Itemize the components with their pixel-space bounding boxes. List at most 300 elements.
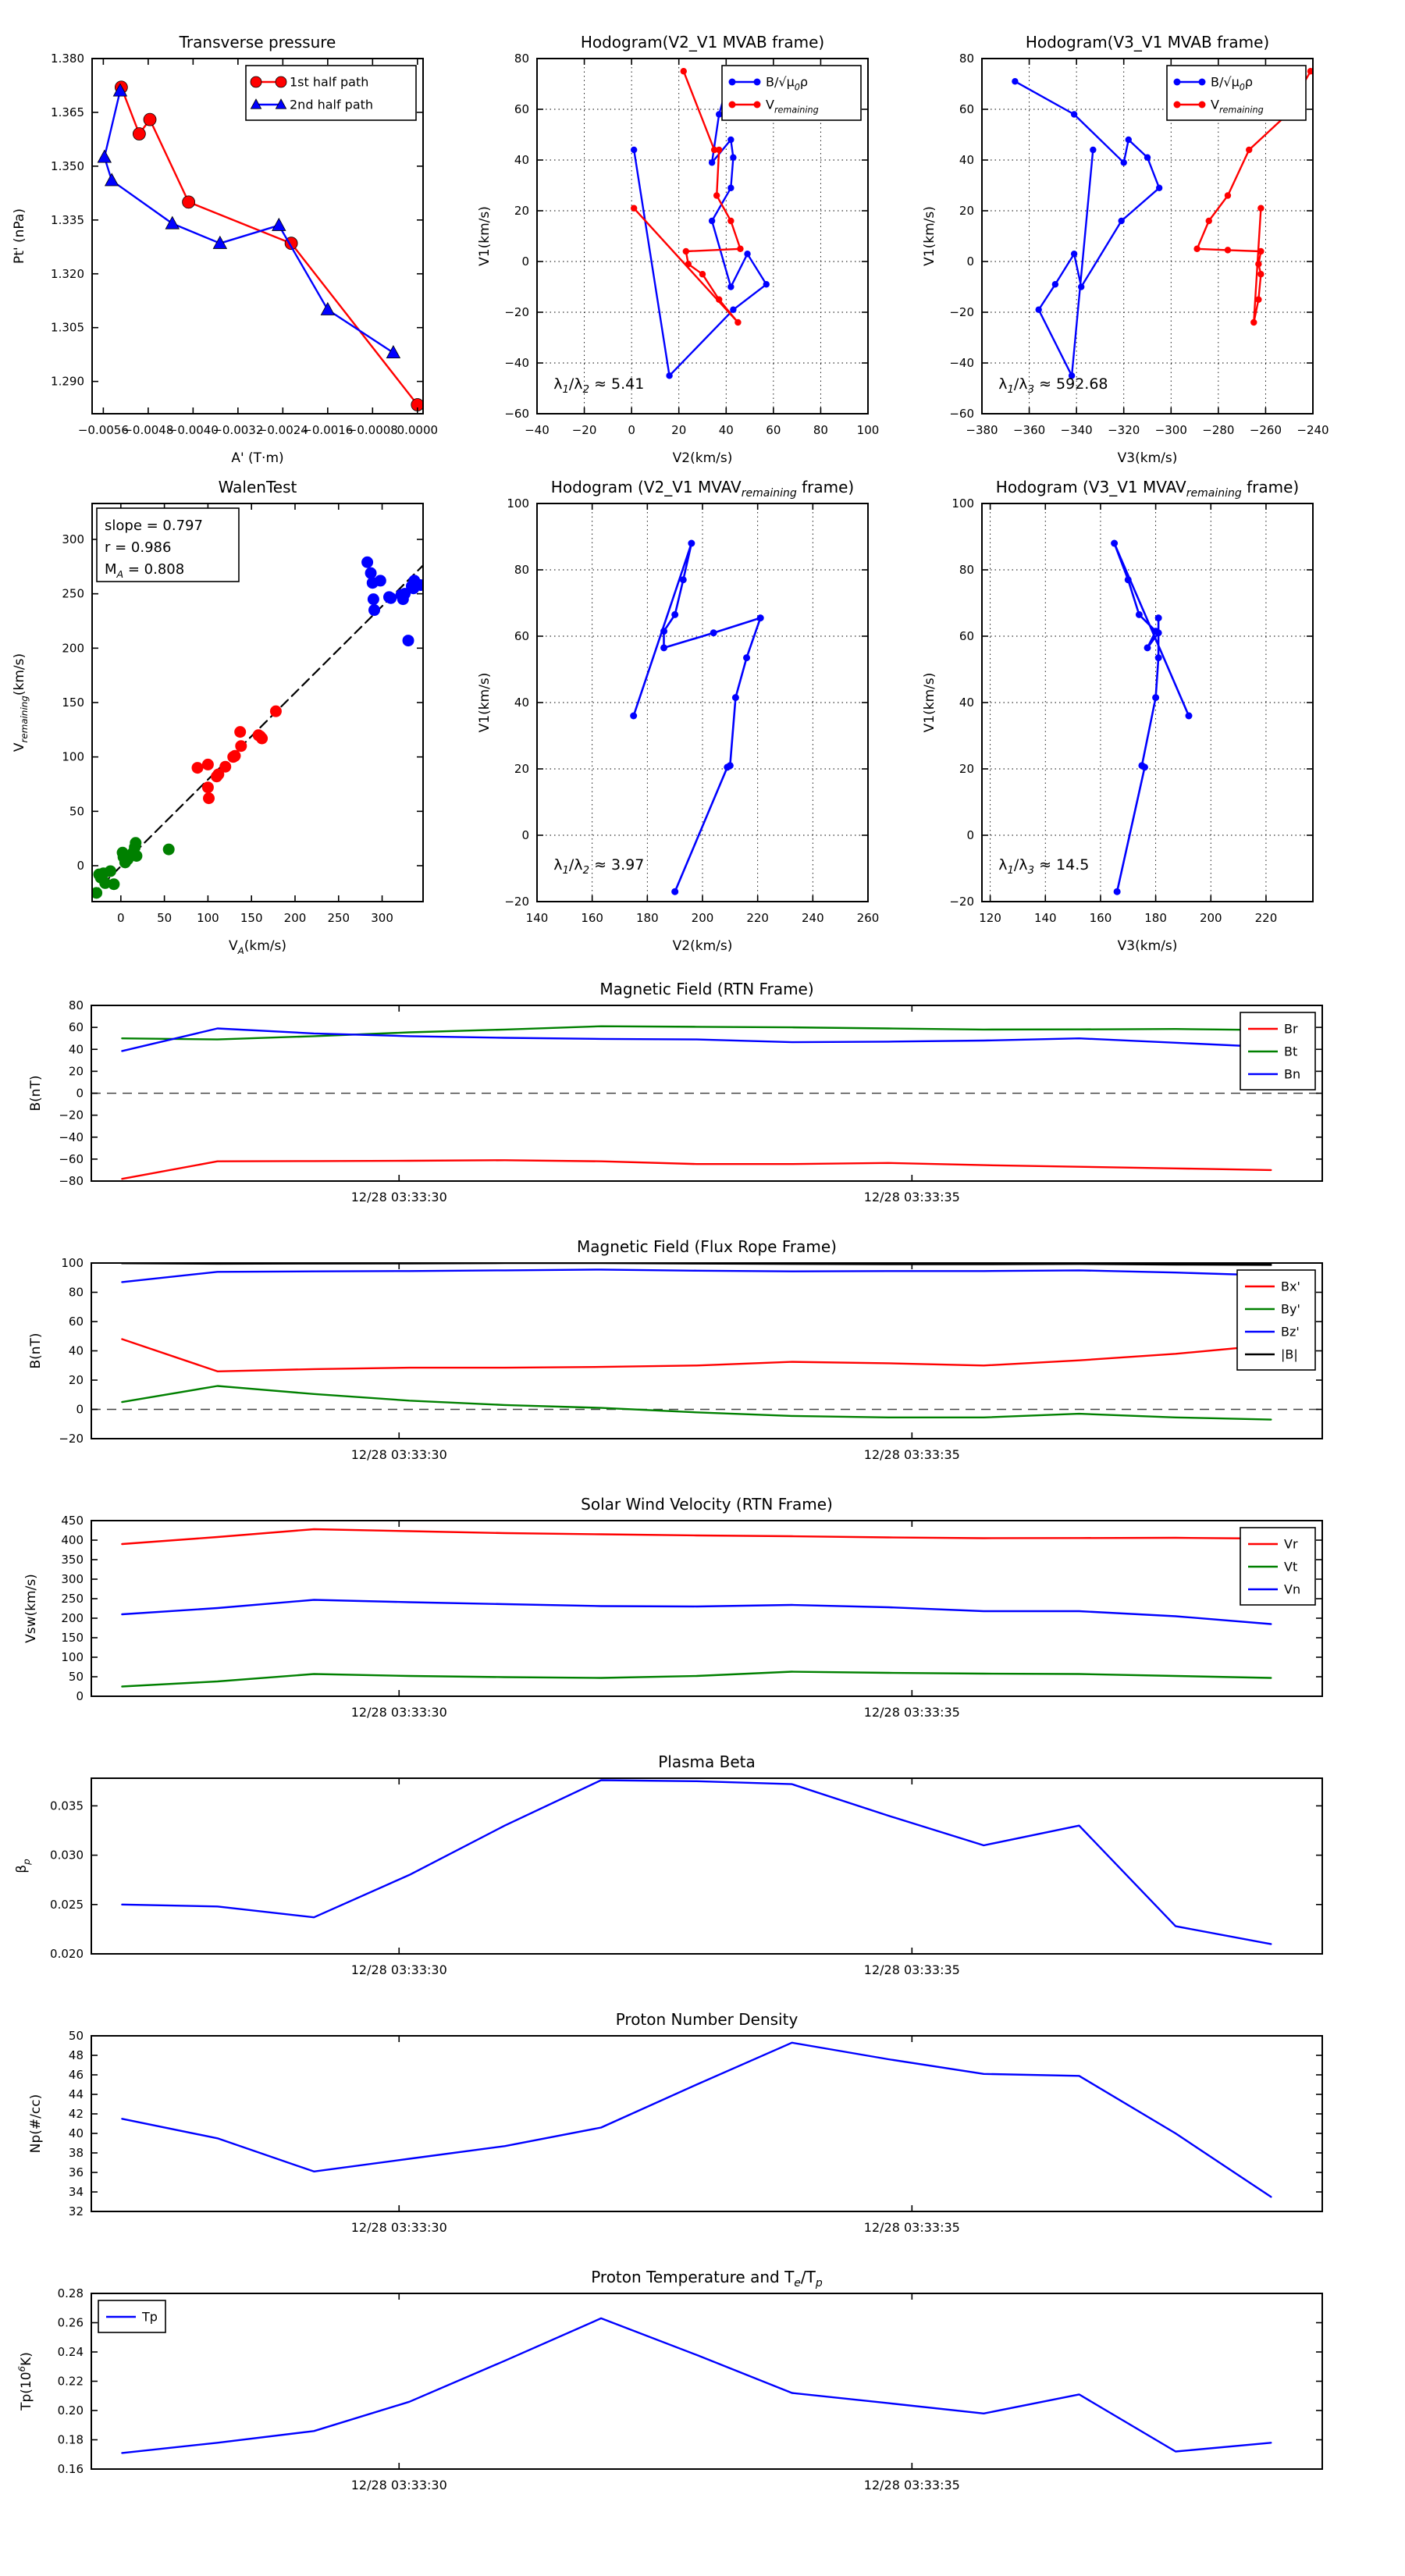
x-tick-label: 140	[1033, 911, 1057, 925]
dot-marker	[1199, 79, 1206, 86]
y-tick-label: 200	[62, 641, 84, 656]
dot-marker	[130, 837, 141, 849]
x-tick-label: 12/28 03:33:35	[863, 1447, 960, 1462]
y-tick-label: 100	[507, 496, 529, 511]
y-axis-label: Pt' (nPa)	[12, 208, 27, 264]
dot-marker	[1186, 713, 1193, 720]
x-tick-label: 180	[636, 911, 659, 925]
dot-marker	[1012, 78, 1018, 84]
legend-label: |B|	[1281, 1347, 1298, 1362]
y-tick-label: 0	[966, 254, 974, 269]
dot-marker	[713, 192, 720, 198]
y-tick-label: 80	[959, 52, 974, 66]
x-tick-label: −0.0008	[347, 423, 398, 437]
stats-line: slope = 0.797	[105, 518, 203, 534]
y-tick-label: 0	[76, 1402, 84, 1417]
dot-marker	[1121, 159, 1127, 165]
x-tick-label: 260	[856, 911, 880, 925]
series-B-hodogram	[1015, 81, 1159, 375]
y-tick-label: 40	[959, 153, 974, 167]
markers-blue-points	[361, 557, 426, 646]
dot-marker	[680, 576, 687, 583]
y-tick-label: 100	[61, 1650, 84, 1664]
x-tick-label: −0.0040	[167, 423, 219, 437]
dot-marker	[1141, 763, 1148, 770]
x-axis-label: V2(km/s)	[672, 450, 733, 466]
chart-title: Plasma Beta	[658, 1752, 756, 1771]
y-tick-label: 450	[61, 1514, 84, 1528]
x-tick-label: 200	[691, 911, 714, 925]
y-tick-label: 50	[68, 2029, 84, 2043]
y-tick-label: 0	[966, 828, 974, 842]
dot-marker	[108, 878, 119, 890]
chart-title: Magnetic Field (RTN Frame)	[599, 980, 814, 998]
dot-marker	[270, 706, 282, 717]
grid	[982, 503, 1313, 902]
x-tick-label: 20	[671, 423, 687, 437]
proton-temperature	[16, 2268, 1322, 2492]
x-axis-label: A' (T·m)	[231, 450, 284, 466]
dot-marker	[1155, 654, 1162, 661]
solar-wind-velocity	[23, 1495, 1322, 1720]
axes-frame	[537, 503, 868, 902]
dot-marker	[1118, 218, 1124, 224]
legend	[98, 2300, 165, 2332]
y-tick-label: 40	[68, 1042, 84, 1057]
y-tick-label: 60	[959, 102, 974, 116]
dot-marker	[1111, 540, 1118, 547]
chart-title: Hodogram (V2_V1 $MVAV_{remaining}$ frame)	[550, 478, 855, 500]
y-tick-label: 20	[514, 204, 529, 218]
dot-marker	[1225, 247, 1231, 253]
series-group	[122, 1263, 1271, 1420]
dot-marker	[1156, 185, 1162, 191]
dot-marker	[163, 844, 175, 856]
y-tick-label: 1.335	[51, 212, 84, 227]
series-Tp	[122, 2318, 1271, 2453]
dot-marker	[385, 592, 397, 604]
dot-marker	[1144, 644, 1151, 651]
series-group	[122, 1781, 1271, 1944]
y-axis-label: $V_{remaining}(km/s)$	[12, 653, 30, 753]
axes-frame	[91, 1778, 1322, 1954]
y-tick-label: −20	[59, 1108, 84, 1123]
x-tick-label: −0.0032	[212, 423, 264, 437]
y-tick-label: 1.290	[51, 374, 84, 389]
legend-label: Vr	[1284, 1536, 1298, 1552]
x-axis-label: $V_A(km/s)$	[228, 938, 287, 956]
dot-marker	[699, 271, 706, 277]
dot-marker	[763, 281, 770, 287]
dot-marker	[1257, 271, 1264, 277]
dot-marker	[716, 297, 722, 303]
x-tick-label: 12/28 03:33:30	[350, 2220, 447, 2235]
legend-label: Vn	[1284, 1582, 1301, 1597]
dot-marker	[754, 101, 761, 109]
dot-marker	[688, 540, 695, 547]
y-tick-label: 0	[521, 828, 529, 842]
legend-label: Bx'	[1281, 1279, 1300, 1294]
dot-marker	[1250, 319, 1257, 326]
series-B-hodogram	[634, 81, 767, 375]
series-group	[122, 2043, 1271, 2197]
dot-marker	[368, 604, 380, 616]
y-tick-label: 100	[62, 749, 84, 764]
legend-label: 1st half path	[290, 74, 369, 90]
triangle-marker	[272, 219, 286, 231]
y-tick-label: 0.26	[57, 2315, 84, 2330]
x-tick-label: 0	[117, 911, 125, 925]
dot-marker	[716, 111, 722, 117]
dot-marker	[710, 629, 717, 636]
chart-title: Hodogram (V3_V1 $MVAV_{remaining}$ frame)	[995, 478, 1300, 500]
y-tick-label: 50	[69, 804, 84, 819]
dot-marker	[631, 147, 637, 153]
dot-marker	[1071, 111, 1077, 117]
y-tick-label: 32	[68, 2204, 84, 2218]
series-Vr	[122, 1529, 1271, 1544]
annotation: $\lambda_1/\lambda_3 \approx 14.5$	[998, 856, 1090, 877]
dot-marker	[365, 568, 377, 579]
y-axis-label: V1(km/s)	[922, 206, 937, 266]
series-Vt	[122, 1672, 1271, 1687]
x-tick-label: 60	[766, 423, 781, 437]
y-axis-label: V1(km/s)	[477, 206, 493, 266]
dot-marker	[192, 762, 204, 774]
y-tick-label: 20	[959, 762, 974, 776]
dot-marker	[716, 147, 722, 153]
legend-label: $B/√\mu_0\rho$	[1211, 74, 1254, 93]
x-axis-label: V3(km/s)	[1117, 938, 1178, 954]
magnetic-field-rtn	[28, 980, 1322, 1204]
legend	[246, 66, 416, 120]
y-tick-label: 0.020	[50, 1947, 84, 1961]
x-tick-label: 80	[813, 423, 828, 437]
dot-marker	[202, 759, 214, 770]
dot-marker	[1257, 205, 1264, 212]
y-tick-label: 60	[514, 102, 529, 116]
y-tick-label: 0	[76, 1689, 84, 1703]
chart-title: Proton Temperature and $T_e/T_p$	[591, 2268, 823, 2290]
chart-title: Solar Wind Velocity (RTN Frame)	[581, 1495, 833, 1514]
series-By	[122, 1386, 1271, 1420]
proton-number-density	[28, 2010, 1322, 2235]
legend-label: Tp	[142, 2309, 158, 2325]
dot-marker	[671, 888, 678, 895]
circle-marker	[183, 196, 195, 208]
x-tick-label: 160	[581, 911, 603, 925]
y-tick-label: 1.320	[51, 266, 84, 281]
dot-marker	[414, 579, 426, 591]
y-tick-label: 400	[61, 1533, 84, 1547]
x-tick-label: 120	[979, 911, 1001, 925]
series-1st-half-path	[121, 87, 417, 405]
hodogram-v2v1-mvab	[477, 33, 879, 466]
legend-label: $V_{remaining}$	[1211, 97, 1264, 116]
dot-marker	[743, 654, 750, 661]
x-tick-label: 160	[1089, 911, 1112, 925]
y-tick-label: 48	[68, 2048, 84, 2062]
y-tick-label: 80	[959, 563, 974, 577]
ticks	[91, 1521, 1322, 1696]
dot-marker	[1155, 614, 1162, 621]
x-tick-label: −280	[1202, 423, 1235, 437]
x-tick-label: 200	[283, 911, 307, 925]
x-tick-label: 12/28 03:33:30	[350, 1190, 447, 1204]
dot-marker	[730, 307, 736, 313]
x-tick-label: 12/28 03:33:30	[350, 1447, 447, 1462]
legend	[1237, 1270, 1315, 1370]
dot-marker	[219, 761, 231, 773]
dot-marker	[727, 218, 734, 224]
y-tick-label: −40	[59, 1130, 84, 1144]
axes-frame	[91, 1521, 1322, 1696]
series-group	[122, 2318, 1271, 2453]
y-tick-label: −60	[504, 407, 529, 421]
chart-title: WalenTest	[218, 478, 297, 496]
x-tick-label: 0	[628, 423, 635, 437]
dot-marker	[727, 185, 734, 191]
triangle-marker	[105, 173, 119, 186]
y-tick-label: 46	[68, 2068, 84, 2082]
y-tick-label: 60	[959, 629, 974, 643]
x-axis-label: V2(km/s)	[672, 938, 733, 954]
y-tick-label: −20	[949, 895, 974, 909]
legend-label: $B/√\mu_0\rho$	[766, 74, 809, 93]
dot-marker	[709, 159, 715, 165]
x-tick-label: 12/28 03:33:35	[863, 1705, 960, 1720]
y-tick-label: 0	[76, 859, 84, 873]
legend	[1167, 66, 1306, 120]
x-tick-label: 40	[718, 423, 734, 437]
dot-marker	[727, 283, 734, 290]
series-Bx	[122, 1340, 1271, 1372]
markers-2nd-half-path	[98, 84, 400, 358]
y-tick-label: 150	[62, 696, 84, 710]
x-tick-label: −0.0016	[302, 423, 354, 437]
triangle-marker	[321, 303, 334, 315]
x-tick-label: 100	[197, 911, 219, 925]
legend	[722, 66, 861, 120]
dot-marker	[630, 713, 637, 720]
dot-marker	[1193, 246, 1200, 252]
x-axis-label: V3(km/s)	[1117, 450, 1178, 466]
y-tick-label: 0	[521, 254, 529, 269]
legend-label: Br	[1284, 1021, 1298, 1037]
y-tick-label: 20	[514, 762, 529, 776]
dot-marker	[709, 218, 715, 224]
x-tick-label: −0.0056	[77, 423, 129, 437]
y-tick-label: 40	[68, 1343, 84, 1358]
y-tick-label: 250	[62, 586, 84, 601]
legend-label: Vt	[1284, 1559, 1298, 1574]
x-tick-label: 12/28 03:33:35	[863, 1962, 960, 1977]
circle-marker	[251, 76, 261, 87]
series-Vn	[122, 1600, 1271, 1624]
dot-marker	[1126, 137, 1132, 143]
y-tick-label: 150	[61, 1631, 84, 1645]
dot-marker	[375, 575, 386, 586]
dot-marker	[757, 614, 764, 621]
annotation: $\lambda_1/\lambda_2 \approx 3.97$	[553, 856, 645, 877]
y-axis-label: Vsw(km/s)	[23, 1574, 39, 1643]
legend	[1240, 1528, 1315, 1605]
dot-marker	[203, 792, 215, 804]
x-tick-label: −240	[1297, 423, 1329, 437]
x-tick-label: −300	[1154, 423, 1187, 437]
y-axis-label: V1(km/s)	[922, 672, 937, 733]
x-tick-label: −260	[1249, 423, 1282, 437]
x-tick-label: 12/28 03:33:35	[863, 2478, 960, 2492]
axes-frame	[91, 2293, 1322, 2469]
dot-marker	[683, 248, 689, 254]
y-tick-label: 80	[514, 52, 529, 66]
legend-label: $V_{remaining}$	[766, 97, 819, 116]
y-tick-label: 300	[61, 1572, 84, 1586]
x-tick-label: 200	[1199, 911, 1222, 925]
hodogram-v2v1-mvav	[477, 478, 879, 954]
axes-frame	[982, 503, 1313, 902]
y-axis-label: Np(#/cc)	[28, 2094, 44, 2154]
dot-marker	[730, 155, 736, 161]
legend-label: 2nd half path	[290, 97, 374, 112]
y-tick-label: 40	[68, 2126, 84, 2140]
dot-marker	[1174, 79, 1181, 86]
series-Np	[122, 2043, 1271, 2197]
y-tick-label: 0.28	[57, 2286, 84, 2300]
y-tick-label: 0	[76, 1086, 84, 1101]
y-tick-label: 200	[61, 1611, 84, 1625]
y-tick-label: 20	[959, 204, 974, 218]
x-tick-label: −20	[571, 423, 597, 437]
y-tick-label: 44	[68, 2087, 84, 2101]
dot-marker	[130, 850, 142, 862]
dot-marker	[729, 101, 736, 109]
dot-marker	[681, 68, 687, 74]
x-tick-label: 240	[802, 911, 824, 925]
y-tick-label: −40	[949, 356, 974, 370]
dot-marker	[1052, 281, 1058, 287]
dot-marker	[729, 79, 736, 86]
x-tick-label: −340	[1060, 423, 1093, 437]
dot-marker	[737, 246, 743, 252]
y-tick-label: 1.350	[51, 158, 84, 173]
series-group	[98, 81, 424, 411]
x-tick-label: 180	[1144, 911, 1167, 925]
y-tick-label: 0.24	[57, 2345, 84, 2359]
y-tick-label: 34	[68, 2185, 84, 2199]
y-tick-label: 20	[68, 1064, 84, 1079]
y-tick-label: −80	[59, 1174, 84, 1188]
chart-title: Transverse pressure	[179, 33, 336, 52]
dot-marker	[1206, 218, 1212, 224]
y-tick-label: 50	[68, 1670, 84, 1684]
x-tick-label: −0.0024	[257, 423, 308, 437]
x-tick-label: 12/28 03:33:30	[350, 2478, 447, 2492]
dot-marker	[1225, 192, 1231, 198]
dot-marker	[727, 137, 734, 143]
dot-marker	[1255, 297, 1261, 303]
dot-marker	[1035, 307, 1041, 313]
axes-frame	[91, 2036, 1322, 2211]
y-tick-label: 40	[514, 696, 529, 710]
y-tick-label: 1.305	[51, 320, 84, 335]
series-group	[122, 1529, 1271, 1687]
dot-marker	[256, 732, 268, 744]
dot-marker	[1246, 147, 1252, 153]
dot-marker	[744, 251, 750, 257]
y-tick-label: 40	[959, 696, 974, 710]
markers-red-points	[192, 706, 282, 804]
series-group	[1111, 540, 1192, 895]
circle-marker	[133, 128, 145, 141]
y-tick-label: 350	[61, 1553, 84, 1567]
hodogram-v3v1-mvav	[922, 478, 1313, 954]
dot-marker	[754, 79, 761, 86]
x-tick-label: 300	[371, 911, 393, 925]
dot-marker	[724, 763, 731, 770]
y-tick-label: 0.035	[50, 1799, 84, 1813]
dot-marker	[735, 319, 741, 326]
transverse-pressure	[12, 33, 438, 466]
y-tick-label: −20	[949, 305, 974, 319]
y-tick-label: 60	[514, 629, 529, 643]
dot-marker	[361, 557, 373, 568]
series-V-hodogram	[1115, 543, 1189, 891]
x-tick-label: 0.0000	[397, 423, 439, 437]
series-beta-p	[122, 1781, 1271, 1944]
y-axis-label: B(nT)	[28, 1332, 44, 1369]
x-tick-label: 150	[240, 911, 263, 925]
x-tick-label: 12/28 03:33:35	[863, 2220, 960, 2235]
markers-1st-half-path	[115, 81, 423, 411]
ticks	[91, 1778, 1322, 1954]
annotation: $\lambda_1/\lambda_2 \approx 5.41$	[553, 375, 645, 397]
y-tick-label: 300	[62, 532, 84, 546]
dot-marker	[105, 865, 116, 877]
dot-marker	[1144, 155, 1151, 161]
series-2nd-half-path	[105, 91, 393, 353]
ticks	[91, 2293, 1322, 2469]
y-tick-label: 60	[68, 1315, 84, 1329]
y-tick-label: 100	[61, 1256, 84, 1270]
x-tick-label: 140	[525, 911, 549, 925]
y-tick-label: −40	[504, 356, 529, 370]
y-tick-label: 0.18	[57, 2432, 84, 2447]
y-axis-label: $Tp(10^6K)$	[16, 2352, 34, 2411]
triangle-marker	[165, 216, 179, 229]
dot-marker	[403, 635, 414, 646]
dot-marker	[732, 694, 739, 701]
y-tick-label: −60	[949, 407, 974, 421]
y-axis-label: B(nT)	[28, 1075, 44, 1112]
y-tick-label: 38	[68, 2146, 84, 2160]
stats-line: r = 0.986	[105, 539, 172, 556]
dot-marker	[671, 611, 678, 618]
dot-marker	[202, 781, 214, 793]
legend-label: Bn	[1284, 1066, 1301, 1082]
chart-title: Hodogram(V3_V1 MVAB frame)	[1025, 33, 1270, 52]
y-axis-label: V1(km/s)	[477, 672, 493, 733]
y-tick-label: −20	[504, 305, 529, 319]
series-group	[630, 540, 764, 895]
x-tick-label: −320	[1108, 423, 1140, 437]
series-Bn	[122, 1029, 1271, 1051]
y-tick-label: 40	[514, 153, 529, 167]
magnetic-field-flux-rope	[28, 1237, 1322, 1462]
y-tick-label: 100	[951, 496, 974, 511]
x-tick-label: 250	[327, 911, 350, 925]
